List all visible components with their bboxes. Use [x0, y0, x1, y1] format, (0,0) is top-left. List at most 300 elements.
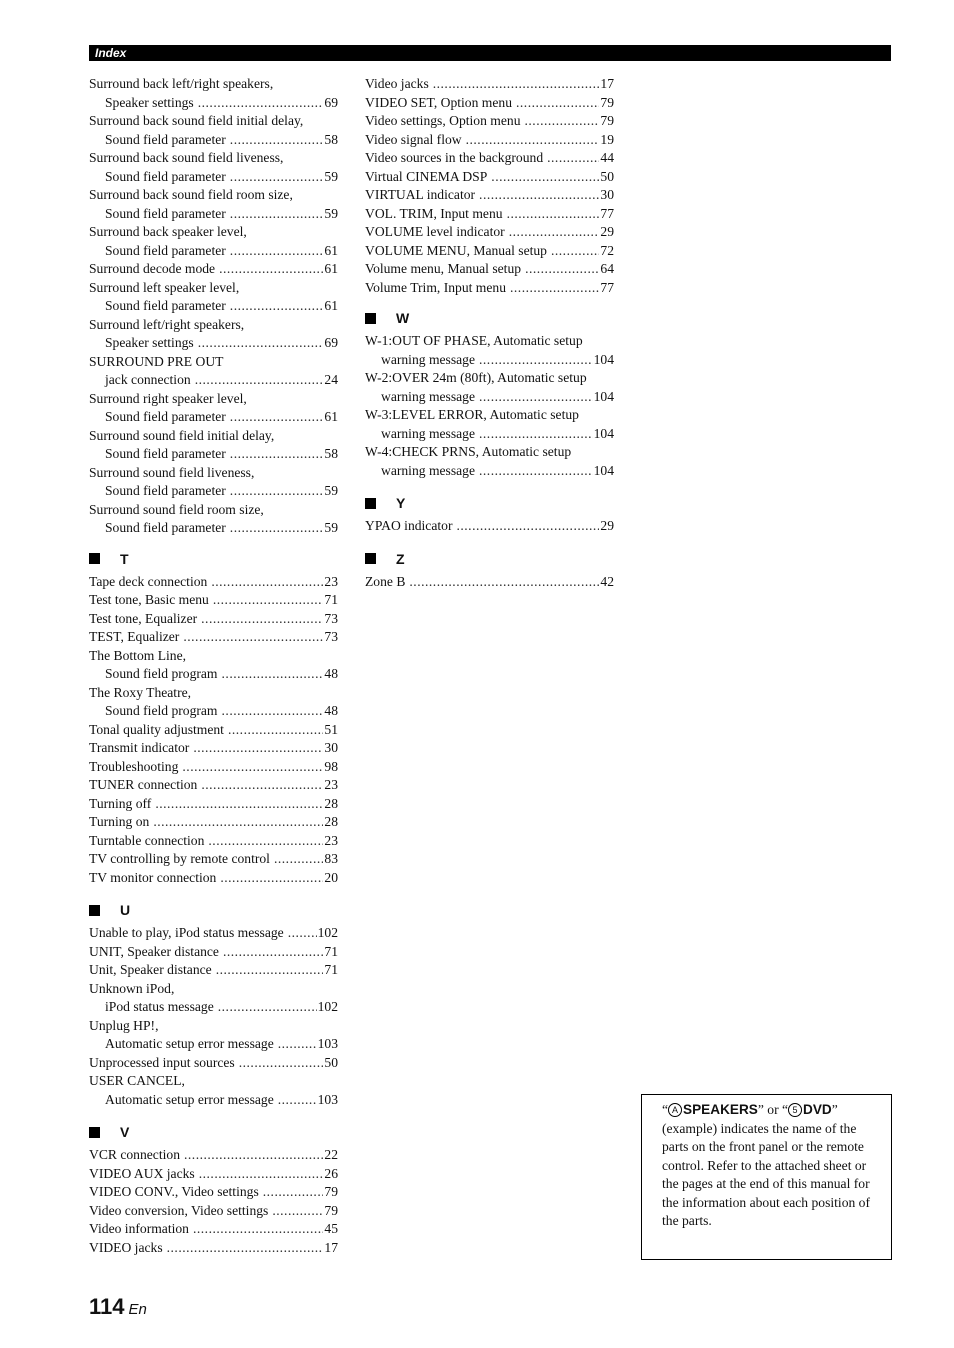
- index-entry-term: Test tone, Equalizer: [89, 610, 198, 626]
- dot-leader: [510, 279, 599, 298]
- index-entry-line: [89, 223, 338, 242]
- dot-leader: [216, 961, 324, 980]
- index-entry-term: TV controlling by remote control: [89, 851, 270, 866]
- dot-leader: [509, 223, 600, 242]
- dot-leader: [525, 112, 600, 131]
- index-entry-term: The Roxy Theatre,: [89, 684, 192, 700]
- section-heading-t: [89, 550, 338, 568]
- index-entry-term: VCR connection: [89, 1147, 180, 1162]
- index-entry-page: 77: [600, 279, 614, 295]
- index-entry-subline: [89, 408, 338, 427]
- index-entry-page: 73: [324, 629, 338, 644]
- dot-leader: [195, 371, 324, 390]
- section-letter: Z: [396, 550, 405, 567]
- index-entry-line: [89, 850, 338, 869]
- index-entry-page: 102: [317, 925, 338, 940]
- index-entry: [89, 427, 338, 464]
- index-entry: [89, 1165, 338, 1184]
- index-entry: [89, 961, 338, 980]
- index-entry-line: [89, 924, 338, 943]
- index-entry-page: 79: [324, 1202, 338, 1218]
- index-entry-page: 59: [324, 483, 338, 498]
- index-entry-line: [89, 832, 338, 851]
- index-entry-line: [365, 75, 614, 94]
- index-entry: [89, 75, 338, 112]
- index-entry-page: 29: [600, 224, 614, 239]
- index-entry-page: 98: [324, 758, 338, 774]
- index-entry-term: Video signal flow: [365, 131, 462, 147]
- page-number-value: 114: [89, 1294, 125, 1319]
- dot-leader: [198, 94, 324, 113]
- index-entry-line: [89, 739, 338, 758]
- dot-leader: [153, 813, 323, 832]
- dot-leader: [479, 425, 593, 444]
- index-entry-page: 61: [324, 261, 338, 276]
- index-entry-term: TEST, Equalizer: [89, 629, 180, 644]
- index-entry-term: Surround back speaker level,: [89, 224, 247, 239]
- dot-leader: [547, 149, 599, 168]
- dot-leader: [278, 1091, 317, 1110]
- index-entry-page: 58: [324, 446, 338, 461]
- index-entry-line: [365, 223, 614, 242]
- index-entry-line: [89, 591, 338, 610]
- index-entry: [365, 112, 614, 131]
- index-entry: [89, 1202, 338, 1221]
- index-entry-subterm: Speaker settings: [105, 94, 194, 110]
- index-entry-term: SURROUND PRE OUT: [89, 353, 224, 369]
- dot-leader: [230, 445, 324, 464]
- index-entry-term: Video conversion, Video settings: [89, 1202, 269, 1218]
- index-entry-line: [89, 112, 338, 131]
- index-entry-term: VIDEO jacks: [89, 1239, 163, 1255]
- index-entry: [365, 94, 614, 113]
- index-entry-line: [365, 205, 614, 224]
- index-entry-subline: [89, 242, 338, 261]
- index-entry-page: 104: [593, 351, 614, 367]
- index-entry-page: 83: [324, 851, 338, 866]
- index-entry-page: 71: [324, 962, 338, 977]
- index-entry-page: 102: [317, 999, 338, 1014]
- index-entry: [89, 260, 338, 279]
- index-entry-line: [89, 75, 338, 94]
- index-entry-term: Transmit indicator: [89, 740, 190, 755]
- index-entry: [89, 943, 338, 962]
- index-entry-page: 59: [324, 520, 338, 535]
- index-entry-subline: [89, 702, 338, 721]
- index-entry-subterm: Sound field parameter: [105, 168, 226, 184]
- dot-leader: [230, 482, 324, 501]
- index-entry-page: 29: [600, 518, 614, 533]
- index-entry: [89, 850, 338, 869]
- index-entry-subline: [89, 371, 338, 390]
- index-entry-page: 69: [324, 94, 338, 110]
- index-entry-term: Surround decode mode: [89, 261, 216, 276]
- index-entry: [365, 260, 614, 279]
- index-entry-line: [89, 1165, 338, 1184]
- index-entry-page: 79: [600, 94, 614, 110]
- index-entry-subterm: Sound field parameter: [105, 131, 226, 147]
- index-entry-subterm: warning message: [381, 351, 475, 367]
- index-entry-page: 71: [324, 943, 338, 959]
- index-entry-subterm: warning message: [381, 388, 475, 404]
- index-entry-subterm: Automatic setup error message: [105, 1036, 274, 1051]
- index-entry-term: UNIT, Speaker distance: [89, 943, 219, 959]
- index-entry-subterm: iPod status message: [105, 999, 214, 1014]
- index-entry-page: 79: [600, 113, 614, 128]
- index-entry-line: [89, 1017, 338, 1036]
- dot-leader: [263, 1183, 324, 1202]
- index-entry-term: TUNER connection: [89, 777, 198, 792]
- index-entry-line: [89, 1239, 338, 1258]
- index-entry-term: Video jacks: [365, 76, 429, 91]
- index-entry-page: 48: [324, 703, 338, 718]
- dot-leader: [220, 869, 323, 888]
- dot-leader: [222, 665, 324, 684]
- dot-leader: [222, 702, 324, 721]
- dot-leader: [230, 408, 324, 427]
- dot-leader: [272, 1202, 323, 1221]
- index-entry-line: [365, 94, 614, 113]
- index-entry-line: [89, 943, 338, 962]
- index-entry-term: W-4:CHECK PRNS, Automatic setup: [365, 444, 572, 459]
- index-entry-page: 17: [600, 76, 614, 91]
- index-entry: [89, 721, 338, 740]
- index-entry: [89, 149, 338, 186]
- dot-leader: [213, 591, 324, 610]
- index-entry-subterm: Automatic setup error message: [105, 1091, 274, 1107]
- index-entry-line: [89, 390, 338, 409]
- index-entry: [365, 186, 614, 205]
- index-entry: [89, 112, 338, 149]
- dot-leader: [433, 75, 600, 94]
- index-entry-term: Unprocessed input sources: [89, 1054, 235, 1070]
- index-entry-line: [365, 131, 614, 150]
- section-heading-v: [89, 1123, 338, 1141]
- index-entry-page: 50: [600, 168, 614, 184]
- index-entry: [365, 168, 614, 187]
- index-entry-term: Volume menu, Manual setup: [365, 261, 522, 276]
- dot-leader: [230, 242, 324, 261]
- index-entry: [89, 869, 338, 888]
- index-entry-line: [89, 1202, 338, 1221]
- index-entry-page: 20: [324, 869, 338, 885]
- index-entry-term: Surround sound field liveness,: [89, 464, 255, 480]
- index-entry-term: Tonal quality adjustment: [89, 721, 224, 737]
- index-entry-subline: [365, 462, 614, 481]
- index-entry-page: 30: [324, 740, 338, 755]
- index-entry-subline: [89, 1035, 338, 1054]
- index-entry-page: 77: [600, 205, 614, 221]
- index-entry-subline: [89, 1091, 338, 1110]
- index-entry: [89, 573, 338, 592]
- index-entry-page: 58: [324, 131, 338, 147]
- dot-leader: [479, 351, 593, 370]
- index-entry-subterm: Sound field parameter: [105, 205, 226, 221]
- dot-leader: [551, 242, 599, 261]
- dot-leader: [211, 573, 323, 592]
- index-entry-line: [89, 980, 338, 999]
- index-entry: [89, 1220, 338, 1239]
- note-open-quote: “: [662, 1102, 669, 1117]
- index-entry: [365, 223, 614, 242]
- note-close-quote: ”: [831, 1102, 838, 1117]
- note-term-speakers: SPEAKERS: [683, 1102, 758, 1117]
- index-entry-term: Surround back left/right speakers,: [89, 76, 274, 91]
- index-header-bar: [89, 45, 891, 61]
- index-entry-line: [89, 1072, 338, 1091]
- index-entry-term: VOL. TRIM, Input menu: [365, 205, 503, 221]
- index-entry-term: VOLUME MENU, Manual setup: [365, 242, 547, 258]
- index-entry-term: Video sources in the background: [365, 150, 544, 165]
- section-square-icon: [365, 553, 376, 564]
- index-entry-term: Test tone, Basic menu: [89, 592, 209, 607]
- index-entry-page: 79: [324, 1184, 338, 1199]
- index-entry: [89, 1183, 338, 1202]
- section-square-icon: [365, 313, 376, 324]
- dot-leader: [223, 943, 323, 962]
- index-entry-term: The Bottom Line,: [89, 647, 187, 663]
- index-entry-term: Unknown iPod,: [89, 980, 175, 996]
- index-entry-page: 42: [600, 573, 614, 589]
- index-entry-line: [89, 813, 338, 832]
- dot-leader: [155, 795, 323, 814]
- index-entry-term: Surround sound field initial delay,: [89, 427, 275, 443]
- index-entry-line: [89, 1183, 338, 1202]
- index-entry: [89, 1017, 338, 1054]
- dot-leader: [230, 297, 324, 316]
- index-entry: [89, 1239, 338, 1258]
- index-entry: [89, 591, 338, 610]
- index-entry-page: 51: [324, 721, 338, 737]
- dot-leader: [182, 758, 323, 777]
- index-entry-line: [89, 1054, 338, 1073]
- index-entry: [89, 684, 338, 721]
- index-entry-subterm: jack connection: [105, 372, 191, 387]
- index-entry: [365, 332, 614, 369]
- index-entry-term: Turning on: [89, 814, 150, 829]
- index-entry-subterm: Sound field parameter: [105, 483, 226, 498]
- index-entry-page: 44: [600, 150, 614, 165]
- dot-leader: [193, 1220, 323, 1239]
- index-entry: [89, 628, 338, 647]
- dot-leader: [208, 832, 323, 851]
- index-entry: [365, 443, 614, 480]
- index-entry-subline: [89, 445, 338, 464]
- index-entry-subterm: Sound field parameter: [105, 520, 226, 535]
- index-entry-line: [89, 353, 338, 372]
- index-entry-term: Surround back sound field liveness,: [89, 150, 284, 165]
- index-entry-page: 30: [600, 187, 614, 202]
- index-entry: [89, 1146, 338, 1165]
- index-entry-line: [89, 1146, 338, 1165]
- index-entry-line: [89, 427, 338, 446]
- index-entry: [365, 149, 614, 168]
- index-entry-line: [89, 279, 338, 298]
- index-entry: [89, 739, 338, 758]
- index-entry-subline: [89, 665, 338, 684]
- dot-leader: [201, 610, 323, 629]
- index-entry-term: USER CANCEL,: [89, 1073, 185, 1088]
- index-entry-subterm: Sound field program: [105, 666, 218, 681]
- index-entry-page: 24: [324, 372, 338, 387]
- index-entry: [89, 980, 338, 1017]
- index-entry-subline: [89, 998, 338, 1017]
- index-entry-subterm: Sound field parameter: [105, 409, 226, 424]
- index-entry-term: VIDEO AUX jacks: [89, 1165, 195, 1181]
- index-entry-term: Surround right speaker level,: [89, 390, 247, 406]
- index-entry-term: Virtual CINEMA DSP: [365, 168, 488, 184]
- index-entry-subline: [89, 297, 338, 316]
- index-entry-term: Surround sound field room size,: [89, 501, 264, 517]
- index-entry-subline: [89, 205, 338, 224]
- index-entry-line: [365, 406, 614, 425]
- index-entry-line: [89, 721, 338, 740]
- index-entry-subterm: warning message: [381, 462, 475, 478]
- index-entry: [89, 390, 338, 427]
- dot-leader: [201, 776, 323, 795]
- index-entry: [365, 573, 614, 592]
- index-entry: [89, 501, 338, 538]
- dot-leader: [491, 168, 599, 187]
- dot-leader: [507, 205, 600, 224]
- index-entry-line: [89, 149, 338, 168]
- index-entry: [89, 279, 338, 316]
- index-entry-line: [89, 260, 338, 279]
- index-entry: [365, 131, 614, 150]
- index-entry-line: [89, 869, 338, 888]
- index-entry-subterm: Sound field parameter: [105, 242, 226, 258]
- index-entry-line: [89, 758, 338, 777]
- section-letter: Y: [396, 495, 406, 511]
- index-entry: [89, 223, 338, 260]
- index-entry-line: [365, 517, 614, 536]
- index-entry-subterm: warning message: [381, 425, 475, 441]
- index-entry-term: Unable to play, iPod status message: [89, 925, 284, 940]
- index-entry-line: [89, 776, 338, 795]
- index-entry-line: [365, 443, 614, 462]
- section-square-icon: [89, 1127, 100, 1138]
- index-entry-page: 23: [324, 573, 338, 589]
- dot-leader: [274, 850, 323, 869]
- index-entry-term: VIDEO CONV., Video settings: [89, 1184, 259, 1199]
- index-entry: [365, 369, 614, 406]
- index-entry-page: 103: [317, 1036, 338, 1051]
- dot-leader: [230, 168, 324, 187]
- index-entry-page: 23: [324, 832, 338, 848]
- index-entry-page: 28: [324, 795, 338, 811]
- index-entry: [89, 795, 338, 814]
- index-entry-page: 69: [324, 335, 338, 350]
- index-entry-line: [89, 647, 338, 666]
- dot-leader: [479, 388, 593, 407]
- dot-leader: [193, 739, 323, 758]
- index-entry: [89, 186, 338, 223]
- dot-leader: [183, 628, 323, 647]
- dot-leader: [466, 131, 600, 150]
- index-column-left: [89, 75, 338, 1257]
- index-entry-subline: [89, 168, 338, 187]
- dot-leader: [167, 1239, 324, 1258]
- index-entry: [365, 517, 614, 536]
- dot-leader: [230, 131, 324, 150]
- note-body: (example) indicates the name of the parts on the front panel or the remote control. Refer to the attached sheet or the pages at the end of this manual for the information about each position of the parts.: [662, 1120, 871, 1228]
- index-entry-subterm: Sound field parameter: [105, 446, 226, 461]
- circled-number-icon: 5: [788, 1103, 802, 1117]
- index-entry-page: 19: [600, 131, 614, 147]
- index-column-right: [365, 75, 614, 591]
- index-entry: [89, 924, 338, 943]
- dot-leader: [228, 721, 323, 740]
- index-entry-line: [365, 573, 614, 592]
- dot-leader: [479, 186, 599, 205]
- index-entry-subline: [89, 131, 338, 150]
- index-entry-term: Video information: [89, 1221, 189, 1236]
- dot-leader: [230, 519, 324, 538]
- index-entry-line: [365, 186, 614, 205]
- dot-leader: [199, 1165, 324, 1184]
- index-entry-page: 26: [324, 1165, 338, 1181]
- index-entry-line: [365, 260, 614, 279]
- index-entry-term: W-1:OUT OF PHASE, Automatic setup: [365, 333, 583, 348]
- index-entry: [89, 1054, 338, 1073]
- index-entry-page: 28: [324, 814, 338, 829]
- dot-leader: [198, 334, 324, 353]
- index-entry-page: 59: [324, 168, 338, 184]
- dot-leader: [525, 260, 599, 279]
- index-entry: [89, 353, 338, 390]
- index-entry-page: 50: [324, 1054, 338, 1070]
- index-entry-subline: [89, 482, 338, 501]
- index-entry: [365, 75, 614, 94]
- index-entry-term: Zone B: [365, 573, 406, 589]
- index-entry-term: W-3:LEVEL ERROR, Automatic setup: [365, 407, 579, 422]
- index-entry-term: Surround left/right speakers,: [89, 316, 245, 332]
- index-entry-line: [89, 961, 338, 980]
- index-entry-subline: [365, 388, 614, 407]
- index-entry-term: Surround back sound field room size,: [89, 187, 293, 202]
- section-square-icon: [89, 553, 100, 564]
- index-entry: [365, 205, 614, 224]
- index-entry-subterm: Sound field parameter: [105, 298, 226, 313]
- index-entry: [89, 1072, 338, 1109]
- index-entry-page: 61: [324, 298, 338, 313]
- index-entry-line: [89, 684, 338, 703]
- index-entry-line: [89, 573, 338, 592]
- page-language: En: [128, 1301, 147, 1318]
- index-entry-term: Surround back sound field initial delay,: [89, 113, 304, 128]
- dot-leader: [184, 1146, 323, 1165]
- index-entry-subterm: Speaker settings: [105, 335, 194, 350]
- dot-leader: [278, 1035, 317, 1054]
- index-entry-line: [89, 501, 338, 520]
- index-entry-term: Volume Trim, Input menu: [365, 279, 506, 295]
- index-entry-term: W-2:OVER 24m (80ft), Automatic setup: [365, 370, 587, 385]
- index-entry-term: VOLUME level indicator: [365, 224, 505, 239]
- index-entry: [89, 316, 338, 353]
- section-letter: U: [120, 902, 131, 918]
- index-entry-term: Tape deck connection: [89, 573, 208, 589]
- section-heading-z: [365, 550, 614, 568]
- dot-leader: [219, 260, 323, 279]
- page-number: [89, 1294, 147, 1320]
- note-box: [641, 1094, 892, 1260]
- index-entry-line: [365, 279, 614, 298]
- section-heading-u: [89, 901, 338, 919]
- index-entry: [89, 464, 338, 501]
- index-entry-term: TV monitor connection: [89, 869, 217, 885]
- index-entry-page: 71: [324, 592, 338, 607]
- index-entry-subline: [89, 334, 338, 353]
